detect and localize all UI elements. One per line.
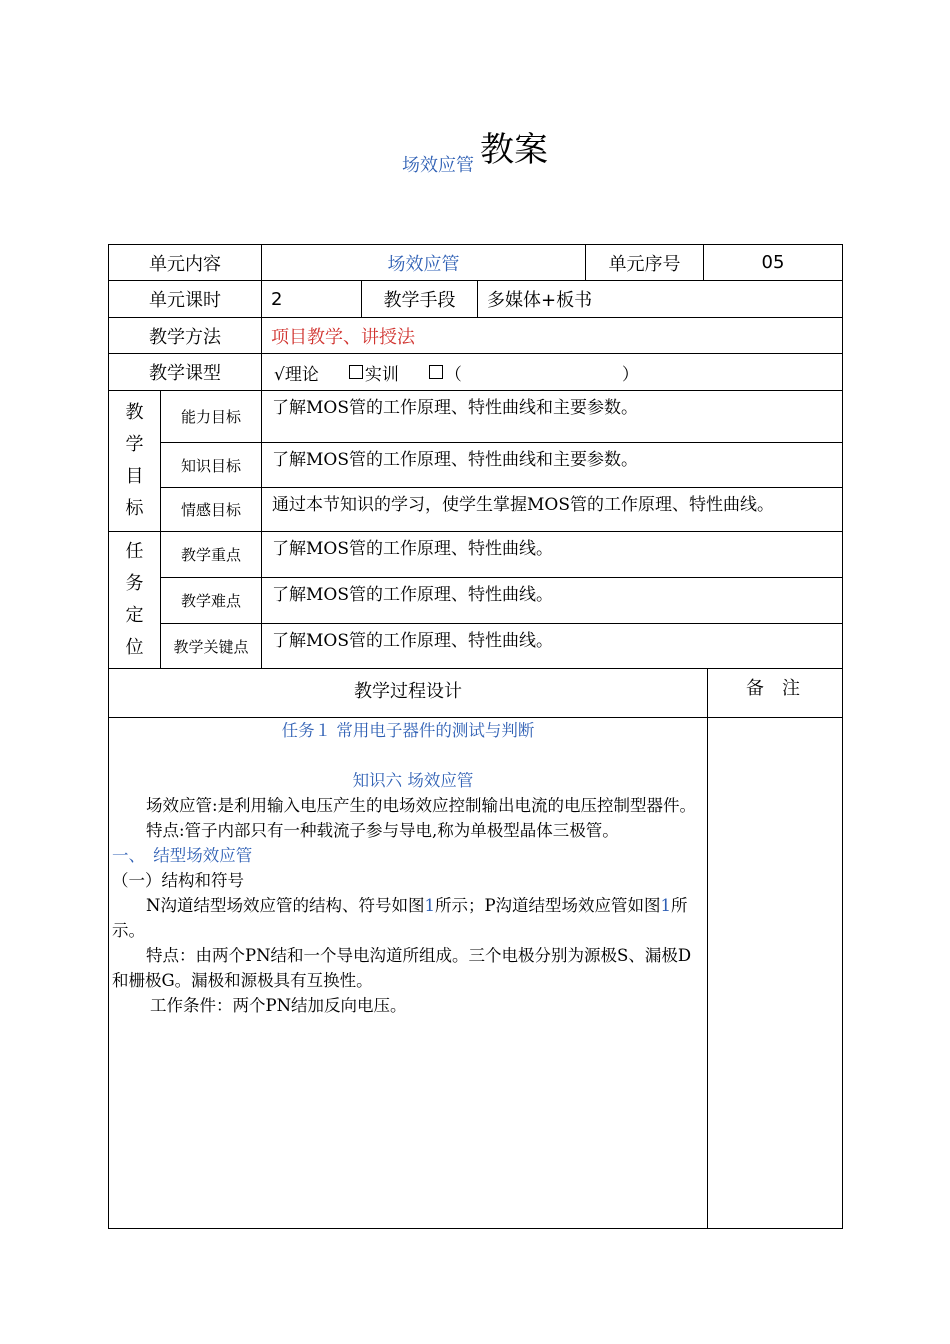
goal-emotion-text: 通过本节知识的学习，使学生掌握MOS管的工作原理、特性曲线。 [262,488,843,532]
goal-emotion-label: 情感目标 [161,488,262,532]
paragraph-structure: N沟道结型场效应管的结构、符号如图1所示；P沟道结型场效应管如图1所示。 [112,896,688,940]
task-focus-text: 了解MOS管的工作原理、特性曲线。 [262,532,843,578]
section-heading-jfet: 一、 结型场效应管 [112,846,253,865]
option-other-close: ） [621,364,639,385]
subsection-heading-structure: （一）结构和符号 [112,871,244,890]
course-type-options [262,354,843,391]
task-difficulty-label: 教学难点 [161,578,262,624]
notes-content-cell [708,718,843,1229]
doc-subtitle: 场效应管 [402,155,474,176]
unit-hours-value: 2 [262,281,362,318]
goal-knowledge-label: 知识目标 [161,443,262,488]
unit-content-value: 场效应管 [262,244,586,281]
paragraph-feature: 特点:管子内部只有一种载流子参与导电,称为单极型晶体三极管。 [146,821,619,840]
paragraph-definition: 场效应管:是利用输入电压产生的电场效应控制输出电流的电压控制型器件。 [146,796,697,815]
teaching-means-label: 教学手段 [362,281,478,318]
process-content [112,718,704,1018]
teaching-method-label: 教学方法 [108,318,262,354]
unit-no-label: 单元序号 [586,244,704,281]
task-difficulty-text: 了解MOS管的工作原理、特性曲线。 [262,578,843,624]
checkbox-practice-icon [349,365,363,379]
goal-ability-text: 了解MOS管的工作原理、特性曲线和主要参数。 [262,391,843,443]
knowledge-heading: 知识六 场效应管 [352,771,474,790]
paragraph-working-condition: 工作条件：两个PN结加反向电压。 [150,996,407,1015]
teaching-method-value: 项目教学、讲授法 [262,318,843,354]
task-focus-label: 教学重点 [161,532,262,578]
goal-knowledge-text: 了解MOS管的工作原理、特性曲线和主要参数。 [262,443,843,488]
checkbox-other-icon [429,365,443,379]
goals-group-label: 教 学 目 标 [108,391,161,532]
notes-label: 备 注 [708,669,843,718]
option-theory: √理论 [274,364,319,385]
task-key-label: 教学关键点 [161,624,262,669]
option-other-open: （ [444,364,462,385]
option-practice: 实训 [364,364,399,385]
task-heading: 任务１ 常用电子器件的测试与判断 [281,721,535,740]
task-key-text: 了解MOS管的工作原理、特性曲线。 [262,624,843,669]
unit-no-value: 05 [704,244,843,281]
tasks-group-label: 任 务 定 位 [108,532,161,669]
goal-ability-label: 能力目标 [161,391,262,443]
unit-content-label: 单元内容 [108,244,262,281]
paragraph-jfet-feature: 特点：由两个PN结和一个导电沟道所组成。三个电极分别为源极S、漏极D和栅极G。漏极和源极具有互换性。 [112,946,692,990]
teaching-means-value: 多媒体+板书 [478,281,843,318]
process-label: 教学过程设计 [108,669,708,718]
unit-hours-label: 单元课时 [108,281,262,318]
title-block [0,118,950,178]
doc-title: 教案 [480,130,548,170]
course-type-label: 教学课型 [108,354,262,391]
